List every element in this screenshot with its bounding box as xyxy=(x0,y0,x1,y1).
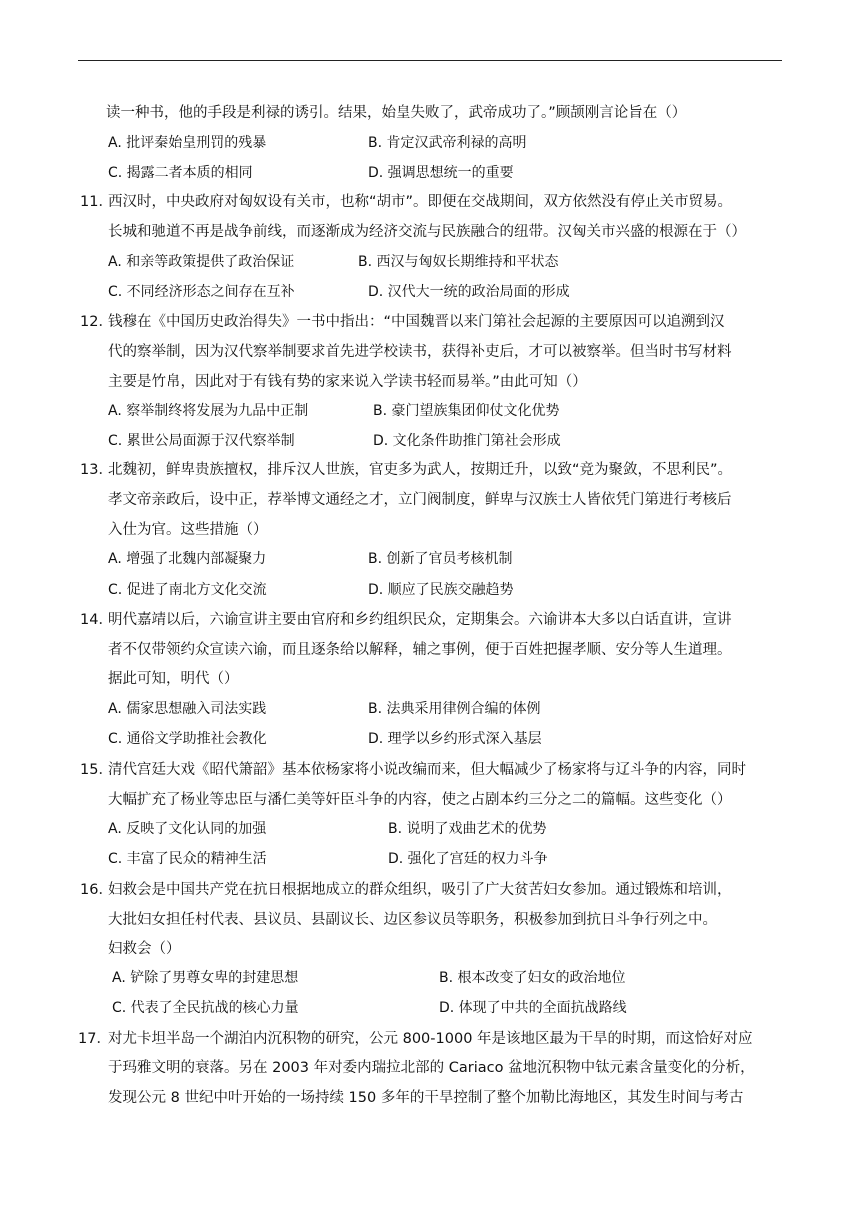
question-text-line: 西汉时，中央政府对匈奴设有关市，也称“胡市”。即便在交战期间，双方依然没有停止关市贸易。 xyxy=(108,194,733,210)
question-text-line: 妇救会（） xyxy=(108,941,181,957)
option-c: C. 通俗文学助推社会教化 xyxy=(108,731,267,747)
question-text-line: 孝文帝亲政后，设中正，荐举博文通经之才，立门阀制度，鲜卑与汉族士人皆依凭门第进行考核后 xyxy=(108,492,732,508)
question-text-line: 大幅扩充了杨业等忠臣与潘仁美等奸臣斗争的内容，使之占剧本约三分之二的篇幅。这些变化（） xyxy=(108,792,732,808)
option-c: C. 代表了全民抗战的核心力量 xyxy=(112,1000,299,1016)
option-d: D. 强化了宫廷的权力斗争 xyxy=(388,851,548,867)
question-text-line: 主要是竹帛，因此对于有钱有势的家来说入学读书轻而易举。”由此可知（） xyxy=(108,374,587,390)
header-rule xyxy=(78,60,782,61)
question-text-line: 读一种书，他的手段是利禄的诱引。结果，始皇失败了，武帝成功了。”顾颉刚言论旨在（） xyxy=(106,105,687,121)
question-text-line: 清代宫廷大戏《昭代箫韶》基本依杨家将小说改编而来，但大幅减少了杨家将与辽斗争的内容，同时 xyxy=(108,762,746,778)
option-d: D. 顺应了民族交融趋势 xyxy=(368,582,514,598)
option-c: C. 累世公局面源于汉代察举制 xyxy=(108,433,295,449)
question-number: 17． xyxy=(78,1031,111,1047)
option-d: D. 体现了中共的全面抗战路线 xyxy=(439,1000,627,1016)
question-text-line: 据此可知，明代（） xyxy=(108,671,239,687)
option-b: B. 肯定汉武帝利禄的高明 xyxy=(368,135,527,151)
question-text-line: 明代嘉靖以后，六谕宣讲主要由官府和乡约组织民众，定期集会。六谕讲本大多以白话直讲，宣讲 xyxy=(108,612,732,628)
option-b: B. 说明了戏曲艺术的优势 xyxy=(388,821,547,837)
option-b: B. 根本改变了妇女的政治地位 xyxy=(439,970,626,986)
question-text-line: 发现公元 8 世纪中叶开始的一场持续 150 多年的干旱控制了整个加勒比海地区，其发生时间与考古 xyxy=(108,1090,744,1106)
option-a: A. 反映了文化认同的加强 xyxy=(108,821,267,837)
question-number: 14． xyxy=(80,612,113,628)
option-b: B. 豪门望族集团仰仗文化优势 xyxy=(373,403,560,419)
question-text-line: 妇救会是中国共产党在抗日根据地成立的群众组织，吸引了广大贫苦妇女参加。通过锻炼和培训， xyxy=(108,882,732,898)
question-text-line: 大批妇女担任村代表、县议员、县副议长、边区参议员等职务，积极参加到抗日斗争行列之中。 xyxy=(108,912,717,928)
option-b: B. 创新了官员考核机制 xyxy=(368,551,513,567)
option-c: C. 丰富了民众的精神生活 xyxy=(108,851,267,867)
question-number: 15． xyxy=(80,762,113,778)
option-a: A. 儒家思想融入司法实践 xyxy=(108,701,267,717)
question-number: 11． xyxy=(80,194,113,210)
question-number: 13． xyxy=(80,462,113,478)
option-a: A. 批评秦始皇刑罚的残暴 xyxy=(108,135,267,151)
option-c: C. 不同经济形态之间存在互补 xyxy=(108,284,295,300)
question-text-line: 长城和驰道不再是战争前线，而逐渐成为经济交流与民族融合的纽带。汉匈关市兴盛的根源在于（） xyxy=(108,224,746,240)
question-text-line: 于玛雅文明的衰落。另在 2003 年对委内瑞拉北部的 Cariaco 盆地沉积物中钛元素含量变化的分析， xyxy=(108,1060,755,1076)
question-text-line: 钱穆在《中国历史政治得失》一书中指出：“中国魏晋以来门第社会起源的主要原因可以追溯到汉 xyxy=(108,314,725,330)
option-b: B. 法典采用律例合编的体例 xyxy=(368,701,541,717)
question-text-line: 北魏初，鲜卑贵族擅权，排斥汉人世族，官吏多为武人，按期迁升，以致“竞为聚敛，不思利民”。 xyxy=(108,462,733,478)
option-d: D. 理学以乡约形式深入基层 xyxy=(368,731,542,747)
option-c: C. 促进了南北方文化交流 xyxy=(108,582,267,598)
question-text-line: 入仕为官。这些措施（） xyxy=(108,522,268,538)
option-a: A. 和亲等政策提供了政治保证 xyxy=(108,254,295,270)
question-text-line: 代的察举制，因为汉代察举制要求首先进学校读书，获得补吏后，才可以被察举。但当时书写材料 xyxy=(108,344,732,360)
option-a: A. 增强了北魏内部凝聚力 xyxy=(108,551,267,567)
option-d: D. 汉代大一统的政治局面的形成 xyxy=(368,284,570,300)
option-d: D. 强调思想统一的重要 xyxy=(368,165,514,181)
question-text-line: 者不仅带领约众宣读六谕，而且逐条给以解释，辅之事例，便于百姓把握孝顺、安分等人生道理。 xyxy=(108,642,732,658)
option-c: C. 揭露二者本质的相同 xyxy=(108,165,253,181)
question-text-line: 对尤卡坦半岛一个湖泊内沉积物的研究，公元 800-1000 年是该地区最为干旱的时期，而这恰好对应 xyxy=(108,1031,753,1047)
option-a: A. 铲除了男尊女卑的封建思想 xyxy=(112,970,299,986)
question-number: 12． xyxy=(80,314,113,330)
option-d: D. 文化条件助推门第社会形成 xyxy=(373,433,561,449)
question-number: 16． xyxy=(80,882,113,898)
option-b: B. 西汉与匈奴长期维持和平状态 xyxy=(358,254,559,270)
option-a: A. 察举制终将发展为九品中正制 xyxy=(108,403,309,419)
